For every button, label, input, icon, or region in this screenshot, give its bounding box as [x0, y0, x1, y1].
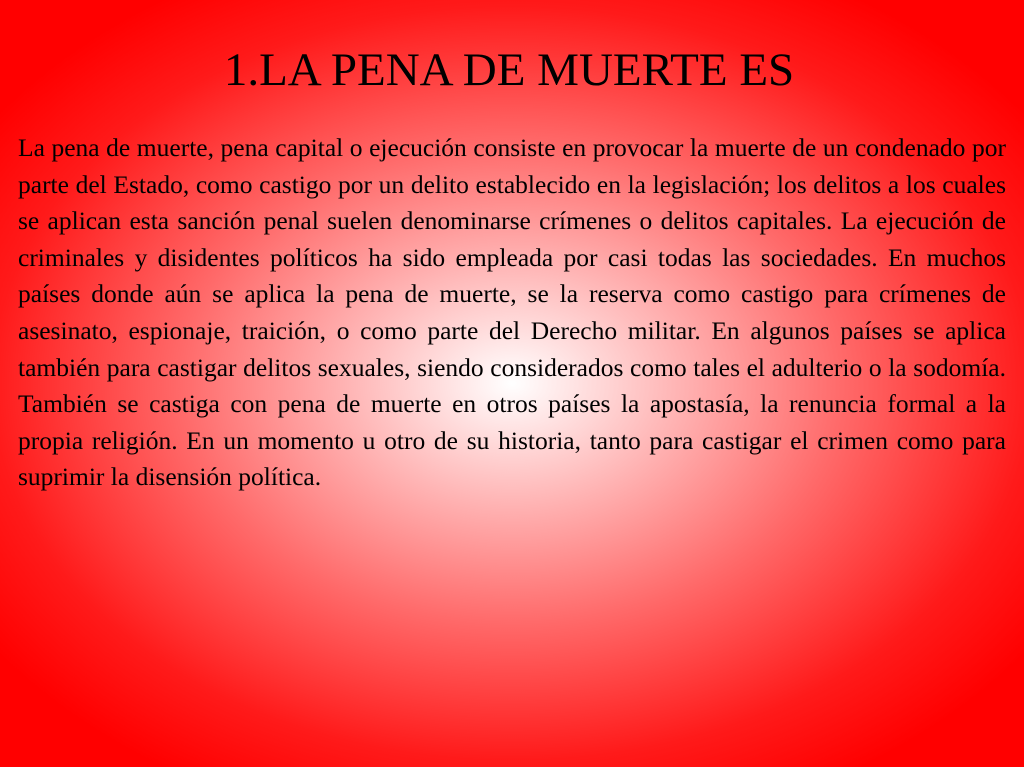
slide-title: 1.LA PENA DE MUERTE ES: [223, 44, 795, 96]
slide-body-text: La pena de muerte, pena capital o ejecución consiste en provocar la muerte de un condenado por parte del Estado, como castigo por un delito establecido en la legislación; los delitos a los cuales se aplican esta sanción penal suelen denominarse crímenes o delitos capitales. La ejecución de criminales y disidentes políticos ha sido empleada por casi todas las sociedades. En muchos países donde aún se aplica la pena de muerte, se la reserva como castigo para crímenes de asesinato, espionaje, traición, o como parte del Derecho militar. En algunos países se aplica también para castigar delitos sexuales, siendo considerados como tales el adulterio o la sodomía. También se castiga con pena de muerte en otros países la apostasía, la renuncia formal a la propia religión. En un momento u otro de su historia, tanto para castigar el crimen como para suprimir la disensión política.: [18, 133, 1006, 492]
